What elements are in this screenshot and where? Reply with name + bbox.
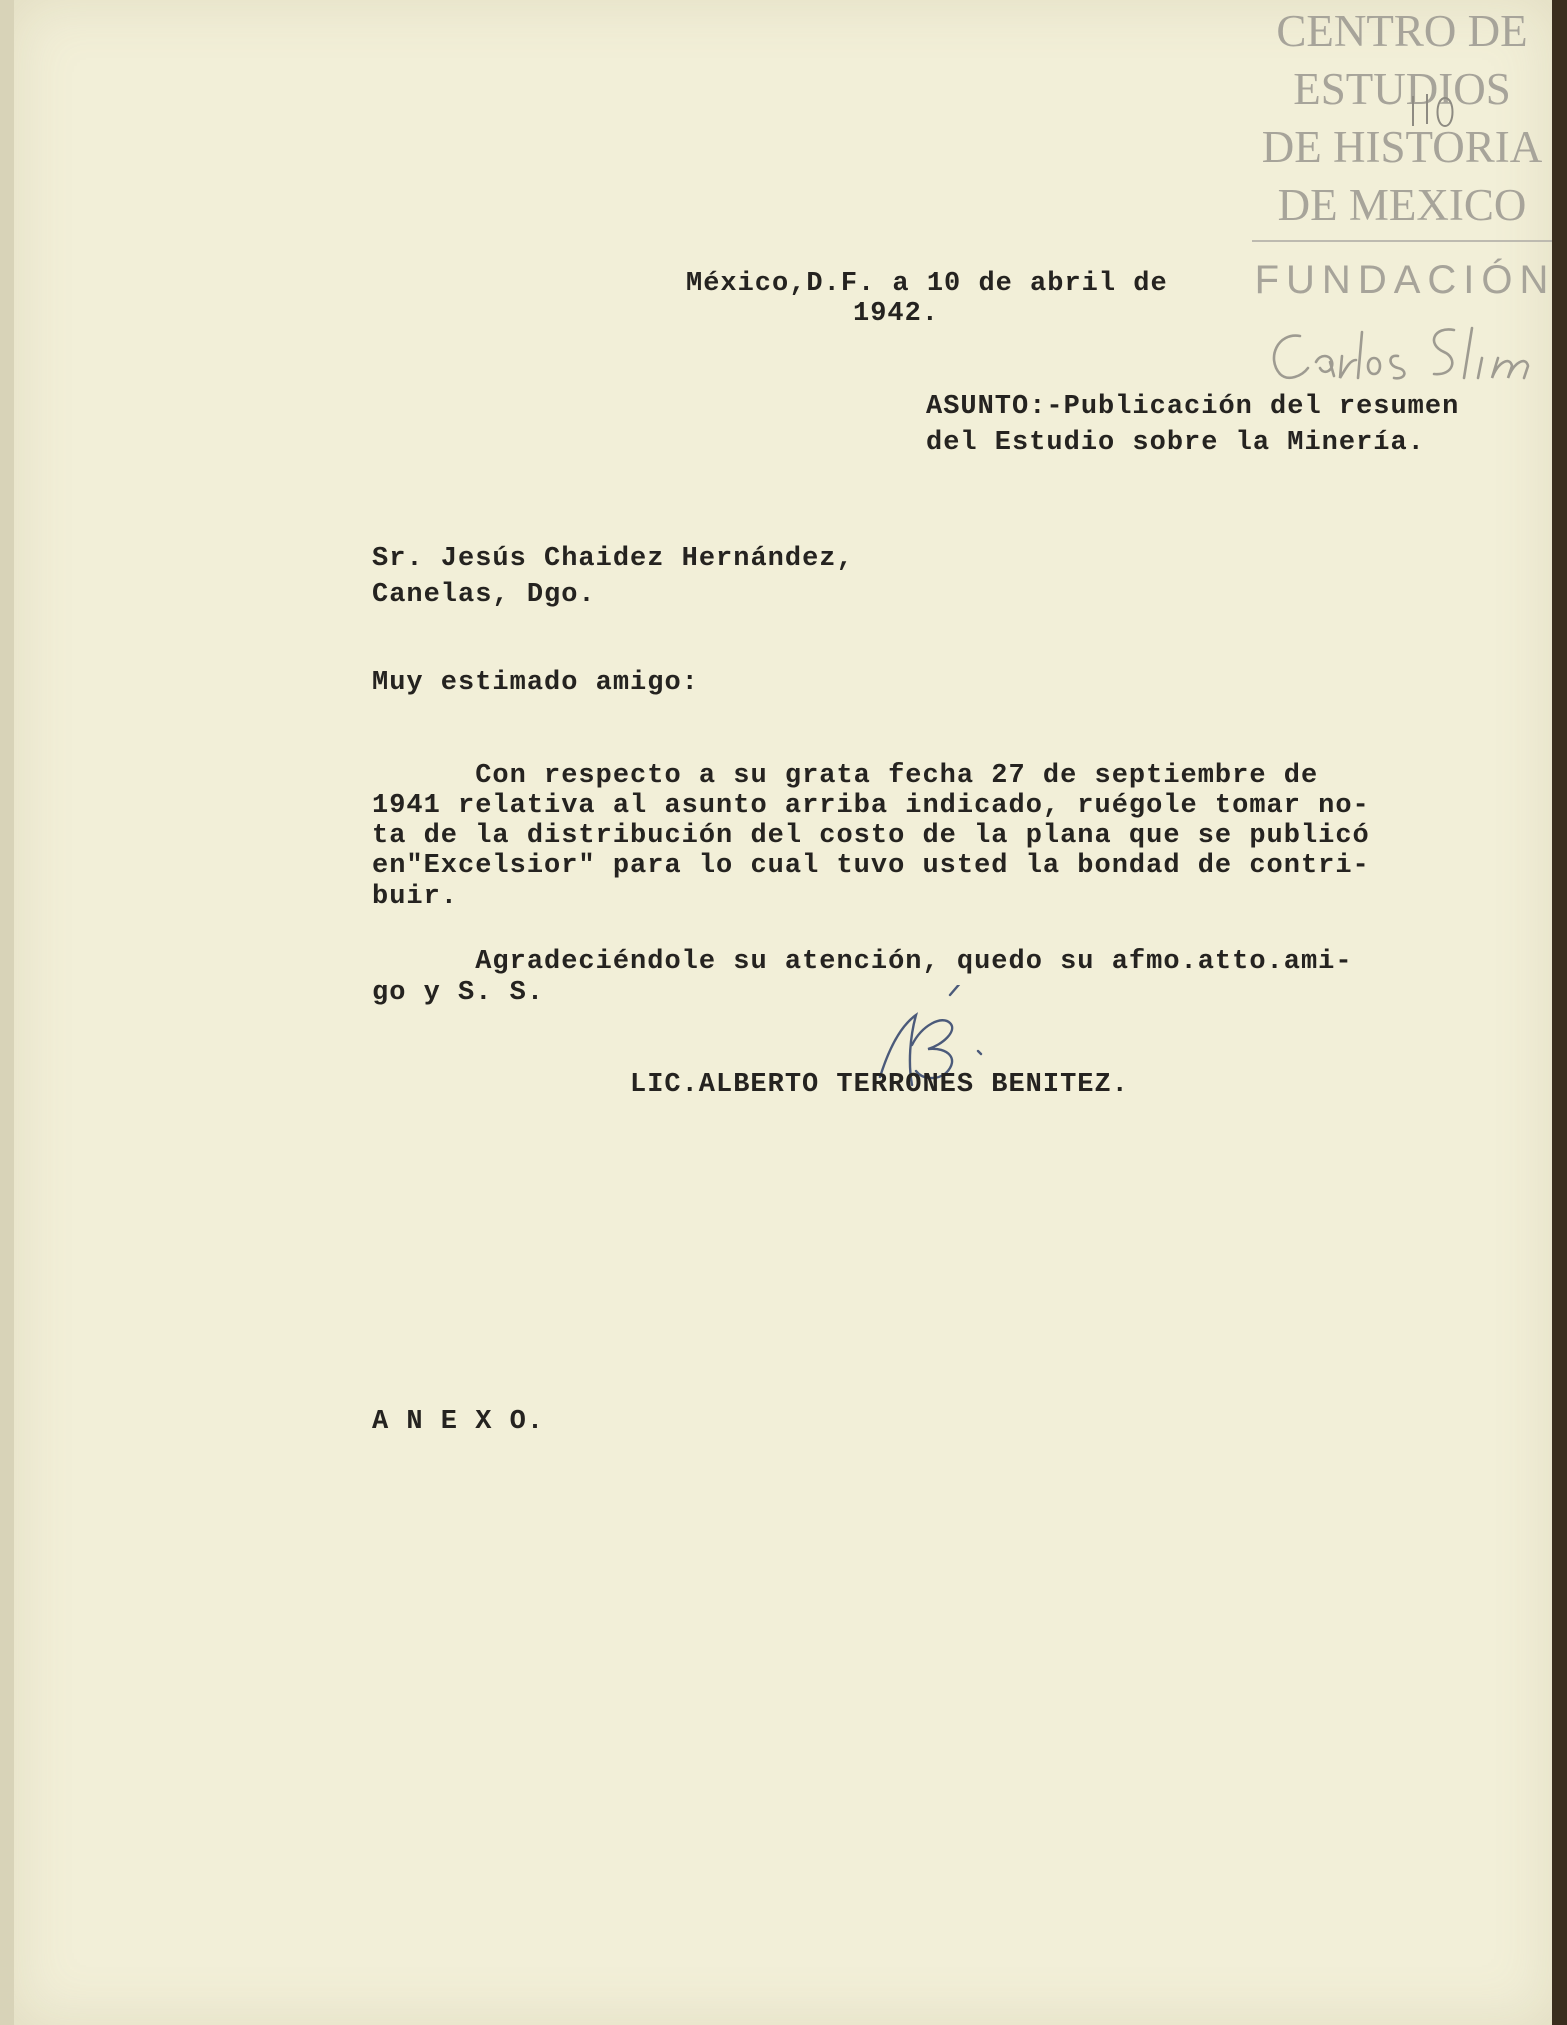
- watermark-signature-icon: [1258, 318, 1558, 388]
- scan-left-edge: [0, 0, 14, 2025]
- watermark-foundation: FUNDACIÓN: [1254, 258, 1556, 302]
- salutation: Muy estimado amigo:: [372, 668, 699, 698]
- letter-page: [14, 0, 1554, 2025]
- body-paragraph-2-line-2: go y S. S.: [372, 978, 545, 1008]
- body-paragraph-1-line-3: ta de la distribución del costo de la plana que se publicó: [372, 821, 1370, 851]
- body-paragraph-2-line-1: Agradeciéndole su atención, quedo su afmo.atto.ami-: [372, 947, 1353, 977]
- recipient-place: Canelas, Dgo.: [372, 580, 596, 610]
- signatory-name: LIC.ALBERTO TERRONES BENITEZ.: [630, 1070, 1129, 1100]
- body-paragraph-1-line-4: en"Excelsior" para lo cual tuvo usted la bondad de contri-: [372, 851, 1370, 881]
- subject-line-1: ASUNTO:-Publicación del resumen: [926, 392, 1460, 422]
- subject-line-2: del Estudio sobre la Minería.: [926, 428, 1425, 458]
- watermark-line-4: DE MEXICO: [1277, 180, 1527, 230]
- date-line-2: 1942.: [853, 299, 940, 329]
- body-paragraph-1-line-5: buir.: [372, 882, 459, 912]
- enclosure-note: A N E X O.: [372, 1407, 545, 1437]
- date-line-1: México,D.F. a 10 de abril de: [686, 269, 1168, 299]
- watermark-line-1: CENTRO DE: [1276, 6, 1528, 56]
- watermark-line-2: ESTUDIOS: [1293, 64, 1511, 114]
- watermark-divider: [1252, 240, 1552, 242]
- scan-right-edge: [1552, 0, 1567, 2025]
- watermark-line-3: DE HISTORIA: [1261, 122, 1543, 172]
- body-paragraph-1-line-1: Con respecto a su grata fecha 27 de septiembre de: [372, 761, 1319, 791]
- pencil-folio-mark-icon: [1405, 88, 1465, 133]
- recipient-name: Sr. Jesús Chaidez Hernández,: [372, 544, 854, 574]
- body-paragraph-1-line-2: 1941 relativa al asunto arriba indicado, ruégole tomar no-: [372, 791, 1370, 821]
